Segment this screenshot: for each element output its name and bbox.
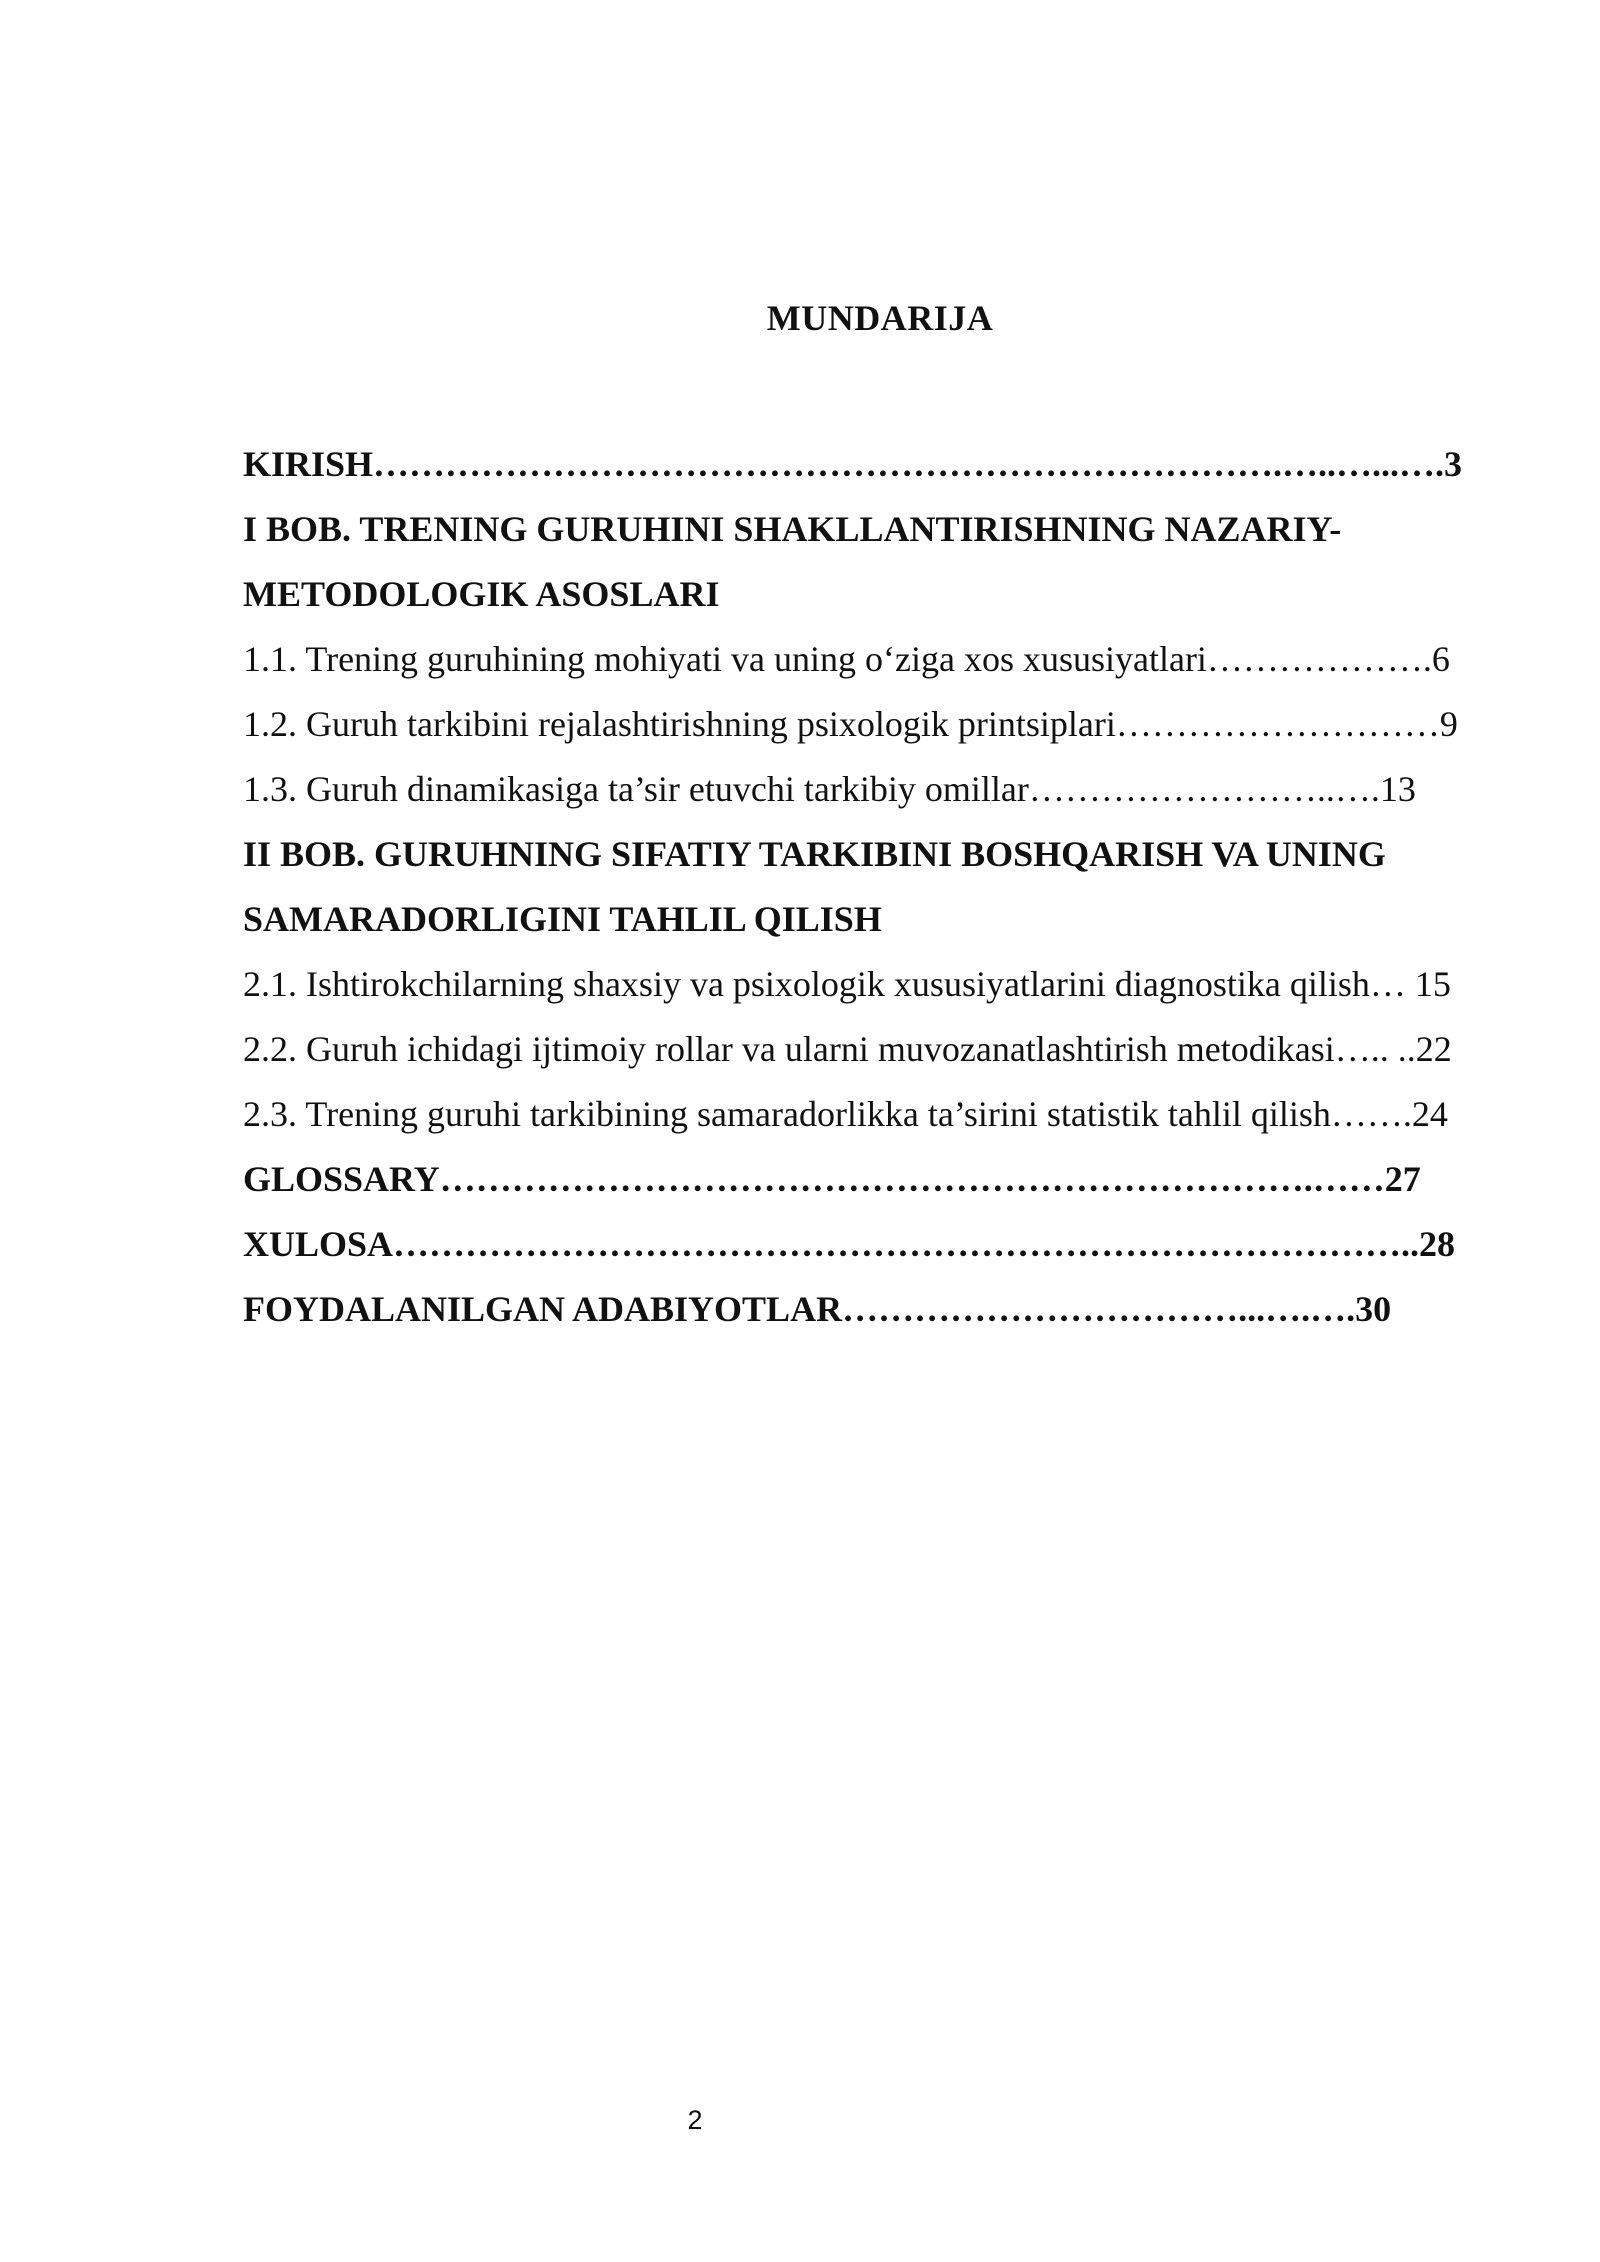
toc-heading: MUNDARIJA [766,298,994,338]
toc-entry-2-3[interactable]: 2.3. Trening guruhi tarkibining samaradorlikka ta’sirini statistik tahlil qilish…….24 [243,1094,1448,1134]
toc-entry-chapter-2-line-1[interactable]: II BOB. GURUHNING SIFATIY TARKIBINI BOSHQARISH VA UNING [243,834,1386,874]
toc-entry-2-2[interactable]: 2.2. Guruh ichidagi ijtimoiy rollar va ularni muvozanatlashtirish metodikasi….. ..22 [243,1029,1452,1069]
toc-entry-kirish[interactable]: KIRISH………………………………………………………………….…..…...….3 [243,444,1463,484]
toc-entry-chapter-2-line-2[interactable]: SAMARADORLIGINI TAHLIL QILISH [243,899,882,939]
page-number: 2 [687,2105,703,2135]
toc-entry-chapter-1-line-2[interactable]: METODOLOGIK ASOSLARI [243,574,720,614]
toc-entry-bibliography[interactable]: FOYDALANILGAN ADABIYOTLAR……………………………...….….30 [243,1289,1392,1329]
table-of-contents [243,432,1518,1342]
toc-entry-glossary[interactable]: GLOSSARY……………………………………………………………….……27 [243,1159,1421,1199]
toc-entry-xulosa[interactable]: XULOSA…………………………………………………………………………..28 [243,1224,1456,1264]
toc-entry-2-1[interactable]: 2.1. Ishtirokchilarning shaxsiy va psixologik xususiyatlarini diagnostika qilish… 15 [243,964,1451,1004]
toc-entry-1-2[interactable]: 1.2. Guruh tarkibini rejalashtirishning psixologik printsiplari………………………9 [243,704,1458,744]
toc-entry-1-3[interactable]: 1.3. Guruh dinamikasiga ta’sir etuvchi tarkibiy omillar……………………..….13 [243,769,1416,809]
toc-entry-1-1[interactable]: 1.1. Trening guruhining mohiyati va uning o‘ziga xos xususiyatlari……………….6 [243,639,1450,679]
toc-entry-chapter-1-line-1[interactable]: I BOB. TRENING GURUHINI SHAKLLANTIRISHNING NAZARIY- [243,509,1342,549]
